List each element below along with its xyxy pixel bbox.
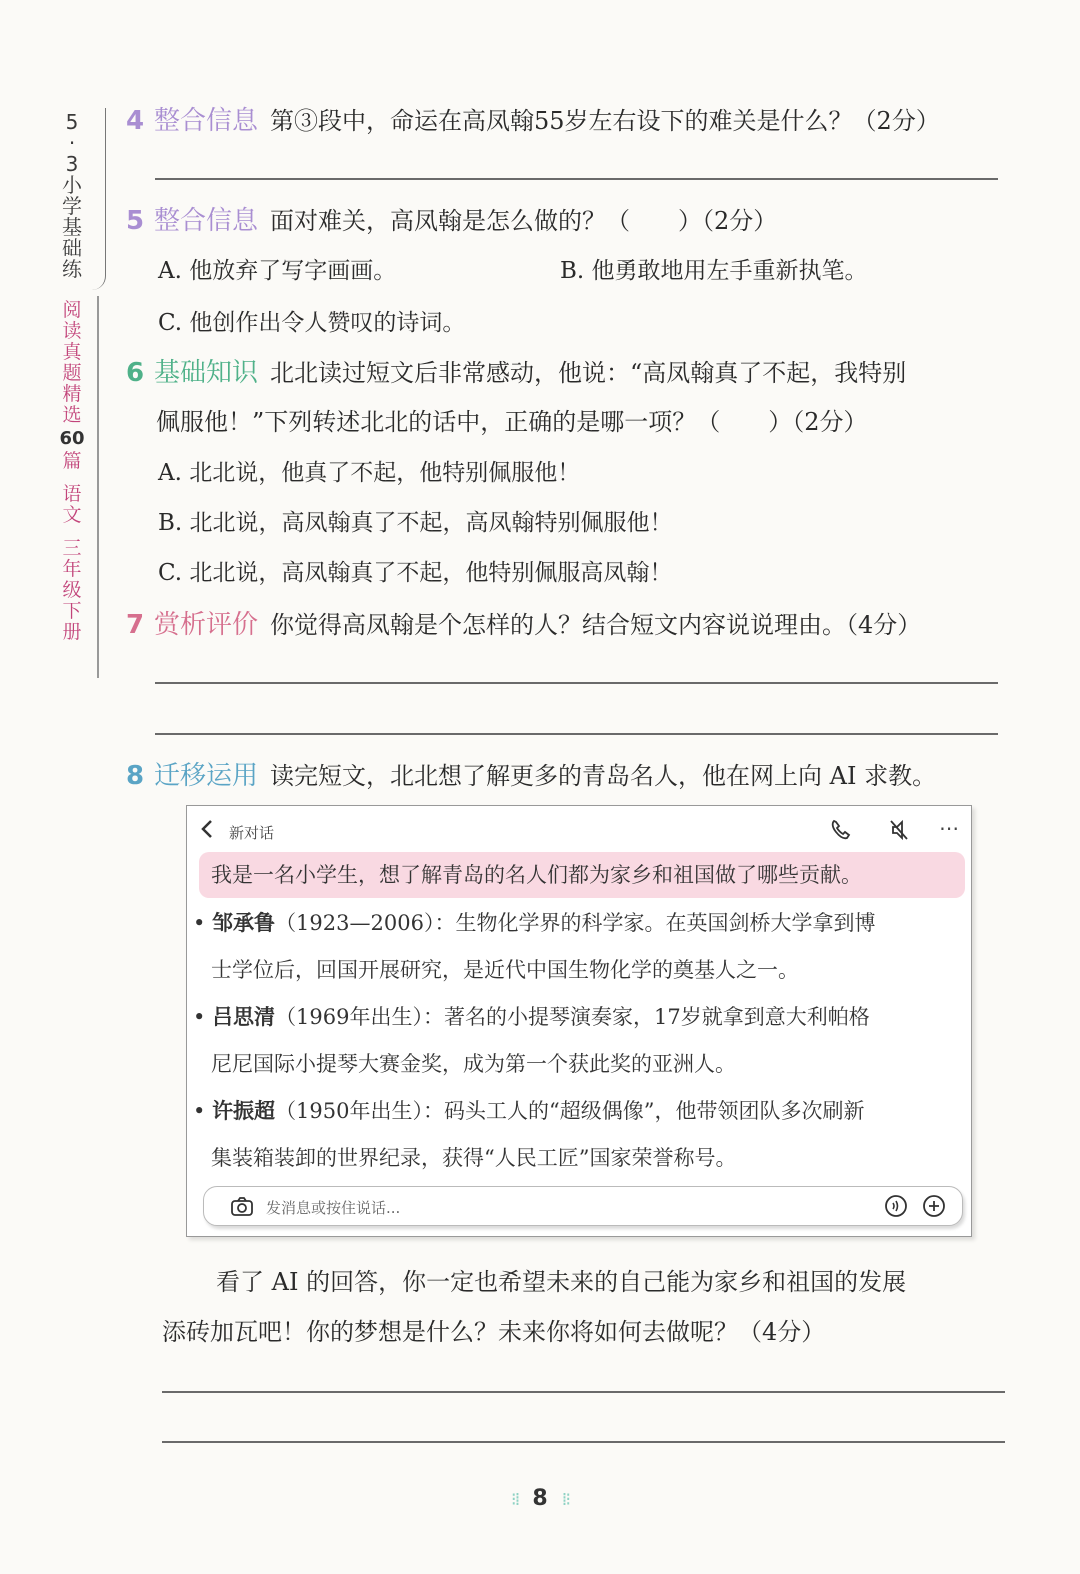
sidebar-char: 基 <box>62 215 82 239</box>
entry-text: 集装箱装卸的世界纪录，获得“人民工匠”国家荣誉称号。 <box>211 1146 737 1170</box>
chat-header <box>187 806 971 852</box>
question-category: 基础知识 <box>154 358 259 388</box>
question-8-prompt-line2: 添砖加瓦吧！你的梦想是什么？未来你将如何去做呢？（4分） <box>162 1318 826 1346</box>
voice-icon[interactable] <box>884 1194 908 1222</box>
entry-text: （1923—2006）：生物化学界的科学家。在英国剑桥大学拿到博 <box>275 911 876 935</box>
question-number: 6 <box>126 358 145 388</box>
ai-chat-window <box>186 805 972 1237</box>
sidebar-char: 5 <box>65 110 79 134</box>
question-number: 4 <box>126 106 145 136</box>
answer-line[interactable] <box>155 733 998 735</box>
option-b[interactable]: B. 北北说，高凤翰真了不起，高凤翰特别佩服他！ <box>158 510 673 536</box>
entry-text: 士学位后，回国开展研究，是近代中国生物化学的奠基人之一。 <box>211 958 799 982</box>
question-7 <box>126 604 921 641</box>
entry-text: （1969年出生）：著名的小提琴演奏家，17岁就拿到意大利帕格 <box>275 1005 870 1029</box>
chat-title: 新对话 <box>229 824 275 842</box>
page-number-value: 8 <box>532 1486 548 1511</box>
sidebar-char: 精 <box>62 383 82 405</box>
back-icon[interactable] <box>199 818 215 846</box>
question-number: 8 <box>126 761 145 791</box>
sidebar-char: 三 <box>62 537 82 559</box>
sidebar-bracket <box>92 108 106 290</box>
sidebar-divider <box>97 296 99 678</box>
answer-line[interactable] <box>155 682 998 684</box>
question-4 <box>126 100 940 137</box>
question-number: 5 <box>126 206 145 236</box>
ai-answer-entry: • 邹承鲁（1923—2006）：生物化学界的科学家。在英国剑桥大学拿到博 士学位后，回国开展研究，是近代中国生物化学的奠基人之一。 <box>193 900 963 994</box>
sidebar-char: 册 <box>62 621 82 643</box>
question-text: 第③段中，命运在高凤翰55岁左右设下的难关是什么？（2分） <box>270 107 940 135</box>
entry-text: 尼尼国际小提琴大赛金奖，成为第一个获此奖的亚洲人。 <box>211 1052 736 1076</box>
sidebar-char: 级 <box>62 579 82 601</box>
message-input[interactable] <box>203 1186 963 1226</box>
question-6-line2: 佩服他！”下列转述北北的话中，正确的是哪一项？（ ）（2分） <box>156 408 868 436</box>
sidebar-char: 选 <box>62 404 82 426</box>
page-deco-icon: ⁝⁞ <box>510 1489 519 1510</box>
sidebar-char: 篇 <box>62 450 82 472</box>
sidebar-char: 础 <box>62 236 82 260</box>
question-5 <box>126 200 777 237</box>
option-a[interactable]: A. 他放弃了写字画画。 <box>158 258 397 284</box>
question-text: 你觉得高凤翰是个怎样的人？结合短文内容说说理由。（4分） <box>270 611 922 639</box>
sidebar-book-title <box>58 300 86 643</box>
camera-icon[interactable] <box>230 1195 254 1221</box>
sidebar-char: · <box>68 131 76 155</box>
sidebar-char: 读 <box>62 320 82 342</box>
sidebar-char: 年 <box>62 558 82 580</box>
sidebar-char: 真 <box>62 341 82 363</box>
sidebar-char: 语 <box>62 483 82 505</box>
question-category: 整合信息 <box>154 206 259 236</box>
user-message-bubble: 我是一名小学生，想了解青岛的名人们都为家乡和祖国做了哪些贡献。 <box>199 852 965 898</box>
page-deco-icon: ⁞⁝ <box>561 1489 570 1510</box>
plus-icon[interactable] <box>922 1194 946 1222</box>
person-name: 许振超 <box>212 1099 276 1123</box>
sidebar-series-title <box>52 112 92 280</box>
answer-line[interactable] <box>162 1391 1005 1393</box>
more-icon[interactable]: ⋯ <box>939 816 959 840</box>
sidebar-book-number: 60 <box>59 428 85 449</box>
question-text: 北北读过短文后非常感动，他说：“高凤翰真了不起，我特别 <box>270 359 907 387</box>
page-number <box>0 1486 1080 1511</box>
answer-line[interactable] <box>162 1441 1005 1443</box>
ai-answer-entry: • 许振超（1950年出生）：码头工人的“超级偶像”，他带领团队多次刷新 集装箱装卸的世界纪录，获得“人民工匠”国家荣誉称号。 <box>193 1088 963 1182</box>
ai-answer-entry: • 吕思清（1969年出生）：著名的小提琴演奏家，17岁就拿到意大利帕格 尼尼国际小提琴大赛金奖，成为第一个获此奖的亚洲人。 <box>193 994 963 1088</box>
sidebar-char: 练 <box>62 257 82 281</box>
option-c[interactable]: C. 北北说，高凤翰真了不起，他特别佩服高凤翰！ <box>158 560 673 586</box>
input-placeholder: 发消息或按住说话... <box>266 1199 401 1217</box>
sidebar-char: 下 <box>62 600 82 622</box>
option-c[interactable]: C. 他创作出令人赞叹的诗词。 <box>158 310 466 336</box>
sidebar-char: 题 <box>62 362 82 384</box>
sidebar-char: 阅 <box>62 299 82 321</box>
mute-icon[interactable] <box>885 816 913 844</box>
question-8 <box>126 755 936 792</box>
person-name: 吕思清 <box>212 1005 276 1029</box>
sidebar-char: 小 <box>62 173 82 197</box>
question-number: 7 <box>126 610 145 640</box>
question-category: 赏析评价 <box>154 610 259 640</box>
question-text: 面对难关，高凤翰是怎么做的？（ ）（2分） <box>270 207 778 235</box>
question-6 <box>126 352 906 389</box>
option-a[interactable]: A. 北北说，他真了不起，他特别佩服他！ <box>158 460 581 486</box>
question-category: 迁移运用 <box>154 761 259 791</box>
question-text: 读完短文，北北想了解更多的青岛名人，他在网上向 AI 求教。 <box>270 762 937 790</box>
person-name: 邹承鲁 <box>212 911 276 935</box>
sidebar-char: 文 <box>62 504 82 526</box>
answer-line[interactable] <box>155 178 998 180</box>
entry-text: （1950年出生）：码头工人的“超级偶像”，他带领团队多次刷新 <box>275 1099 865 1123</box>
option-b[interactable]: B. 他勇敢地用左手重新执笔。 <box>560 258 868 284</box>
sidebar-char: 学 <box>62 194 82 218</box>
phone-icon[interactable] <box>827 816 855 844</box>
question-category: 整合信息 <box>154 106 259 136</box>
question-8-prompt: 看了 AI 的回答，你一定也希望未来的自己能为家乡和祖国的发展 <box>216 1268 907 1296</box>
sidebar-char: 3 <box>65 152 79 176</box>
